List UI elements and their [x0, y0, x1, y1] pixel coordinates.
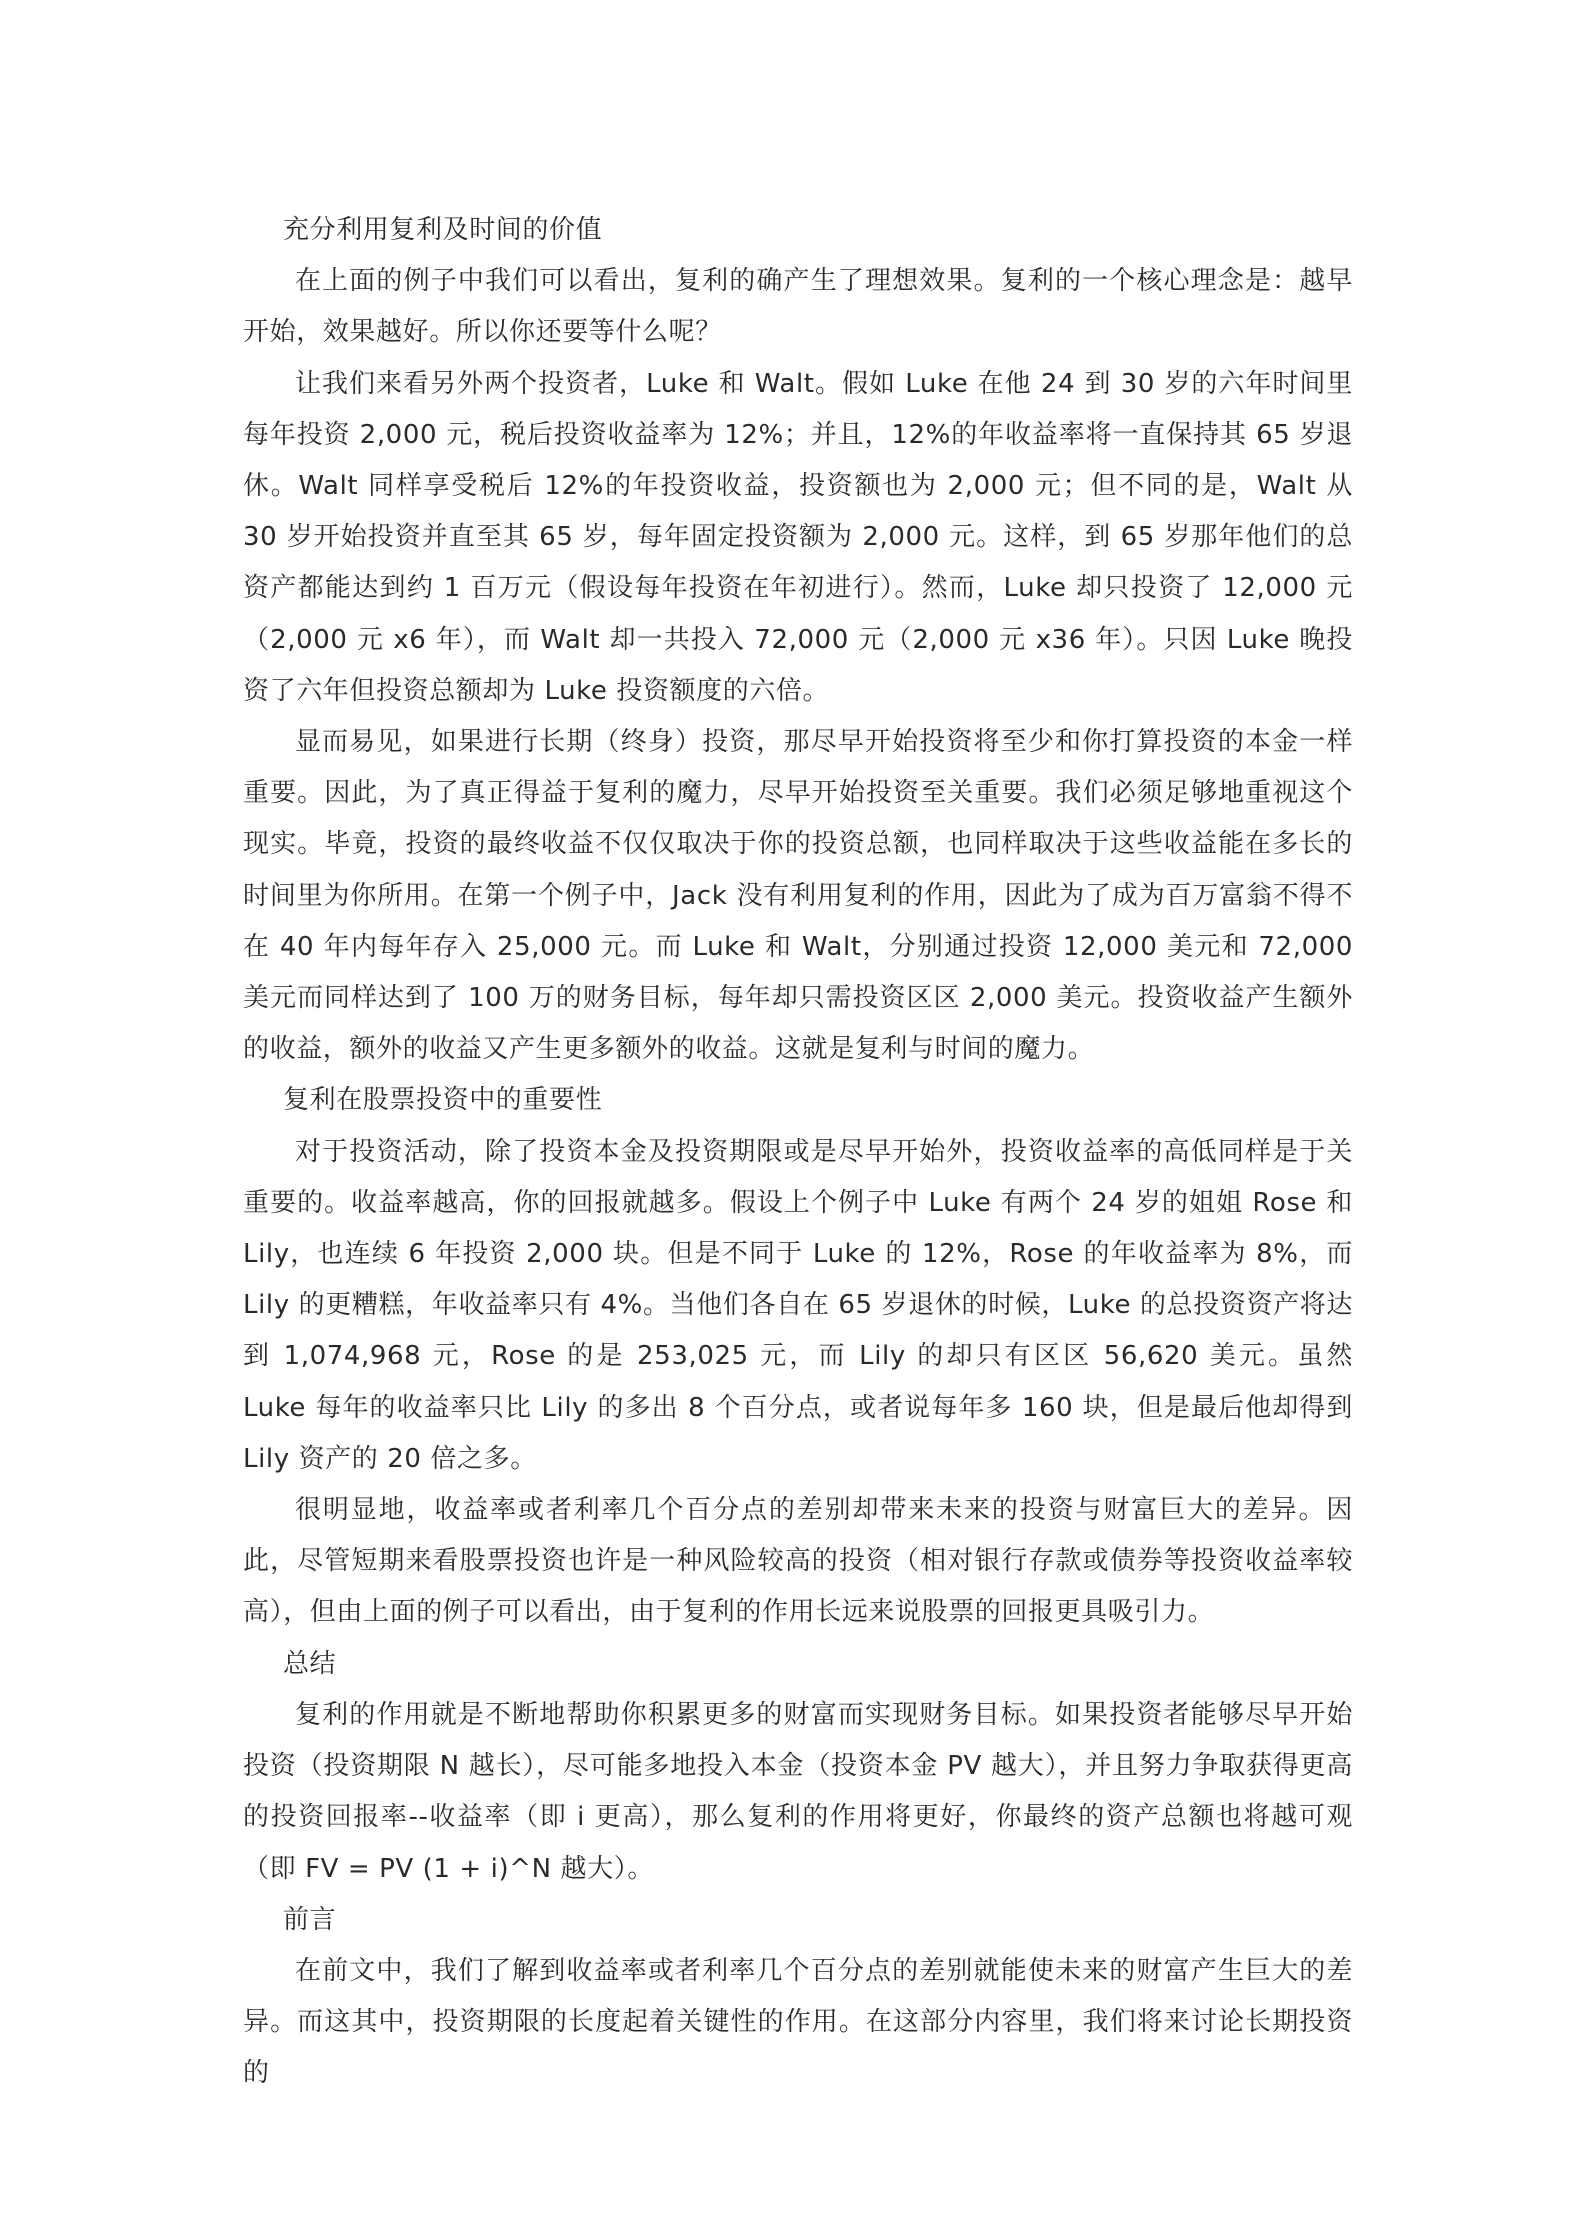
section-heading-stock-investing: 复利在股票投资中的重要性	[283, 1085, 603, 1116]
section-heading-preface: 前言	[283, 1904, 337, 1935]
document-body	[243, 205, 1353, 2100]
paragraph-stock-attraction: 很明显地，收益率或者利率几个百分点的差别却带来未来的投资与财富巨大的差异。因此，尽管短期来看股票投资也许是一种风险较高的投资（相对银行存款或债券等投资收益率较高），但由上面的例子可以看出，由于复利的作用长远来说股票的回报更具吸引力。	[243, 1495, 1353, 1628]
section-heading-compounding-time: 充分利用复利及时间的价值	[283, 215, 603, 245]
paragraph-luke-walt: 让我们来看另外两个投资者，Luke 和 Walt。假如 Luke 在他 24 到 30 岁的六年时间里每年投资 2,000 元，税后投资收益率为 12%；并且，12%的年收益率将一直保持其 65 岁退休。Walt 同样享受税后 12%的年投资收益，投资额也为 2,000 元；但不同的是，Walt 从 30 岁开始投资并直至其 65 岁，每年固定投资额为 2,000 元。这样，到 65 岁那年他们的总资产都能达到约 1 百万元（假设每年投资在年初进行）。然而，Luke 却只投资了 12,000 元（2,000 元 x6 年），而 Walt 却一共投入 72,000 元（2,000 元 x36 年）。只因 Luke 晚投资了六年但投资总额却为 Luke 投资额度的六倍。	[243, 368, 1353, 706]
paragraph-return-rate: 对于投资活动，除了投资本金及投资期限或是尽早开始外，投资收益率的高低同样是于关重要的。收益率越高，你的回报就越多。假设上个例子中 Luke 有两个 24 岁的姐姐 Rose 和 Lily，也连续 6 年投资 2,000 块。但是不同于 Luke 的 12%，Rose 的年收益率为 8%，而 Lily 的更糟糕，年收益率只有 4%。当他们各自在 65 岁退休的时候，Luke 的总投资资产将达到 1,074,968 元，Rose 的是 253,025 元，而 Lily 的却只有区区 56,620 美元。虽然 Luke 每年的收益率只比 Lily 的多出 8 个百分点，或者说每年多 160 块，但是最后他却得到 Lily 资产的 20 倍之多。	[243, 1136, 1353, 1474]
paragraph-intro: 在上面的例子中我们可以看出，复利的确产生了理想效果。复利的一个核心理念是：越早开始，效果越好。所以你还要等什么呢？	[243, 266, 1353, 348]
paragraph-summary: 复利的作用就是不断地帮助你积累更多的财富而实现财务目标。如果投资者能够尽早开始投资（投资期限 N 越长），尽可能多地投入本金（投资本金 PV 越大），并且努力争取获得更高的投资回报率--收益率（即 i 更高），那么复利的作用将更好，你最终的资产总额也将越可观（即 FV = PV (1 + i)^N 越大）。	[243, 1699, 1353, 1884]
section-heading-summary: 总结	[283, 1648, 337, 1679]
paragraph-start-early: 显而易见，如果进行长期（终身）投资，那尽早开始投资将至少和你打算投资的本金一样重要。因此，为了真正得益于复利的魔力，尽早开始投资至关重要。我们必须足够地重视这个现实。毕竟，投资的最终收益不仅仅取决于你的投资总额，也同样取决于这些收益能在多长的时间里为你所用。在第一个例子中，Jack 没有利用复利的作用，因此为了成为百万富翁不得不在 40 年内每年存入 25,000 元。而 Luke 和 Walt，分别通过投资 12,000 美元和 72,000 美元而同样达到了 100 万的财务目标，每年却只需投资区区 2,000 美元。投资收益产生额外的收益，额外的收益又产生更多额外的收益。这就是复利与时间的魔力。	[243, 727, 1353, 1065]
paragraph-preface: 在前文中，我们了解到收益率或者利率几个百分点的差别就能使未来的财富产生巨大的差异。而这其中，投资期限的长度起着关键性的作用。在这部分内容里，我们将来讨论长期投资的	[243, 1955, 1353, 2089]
